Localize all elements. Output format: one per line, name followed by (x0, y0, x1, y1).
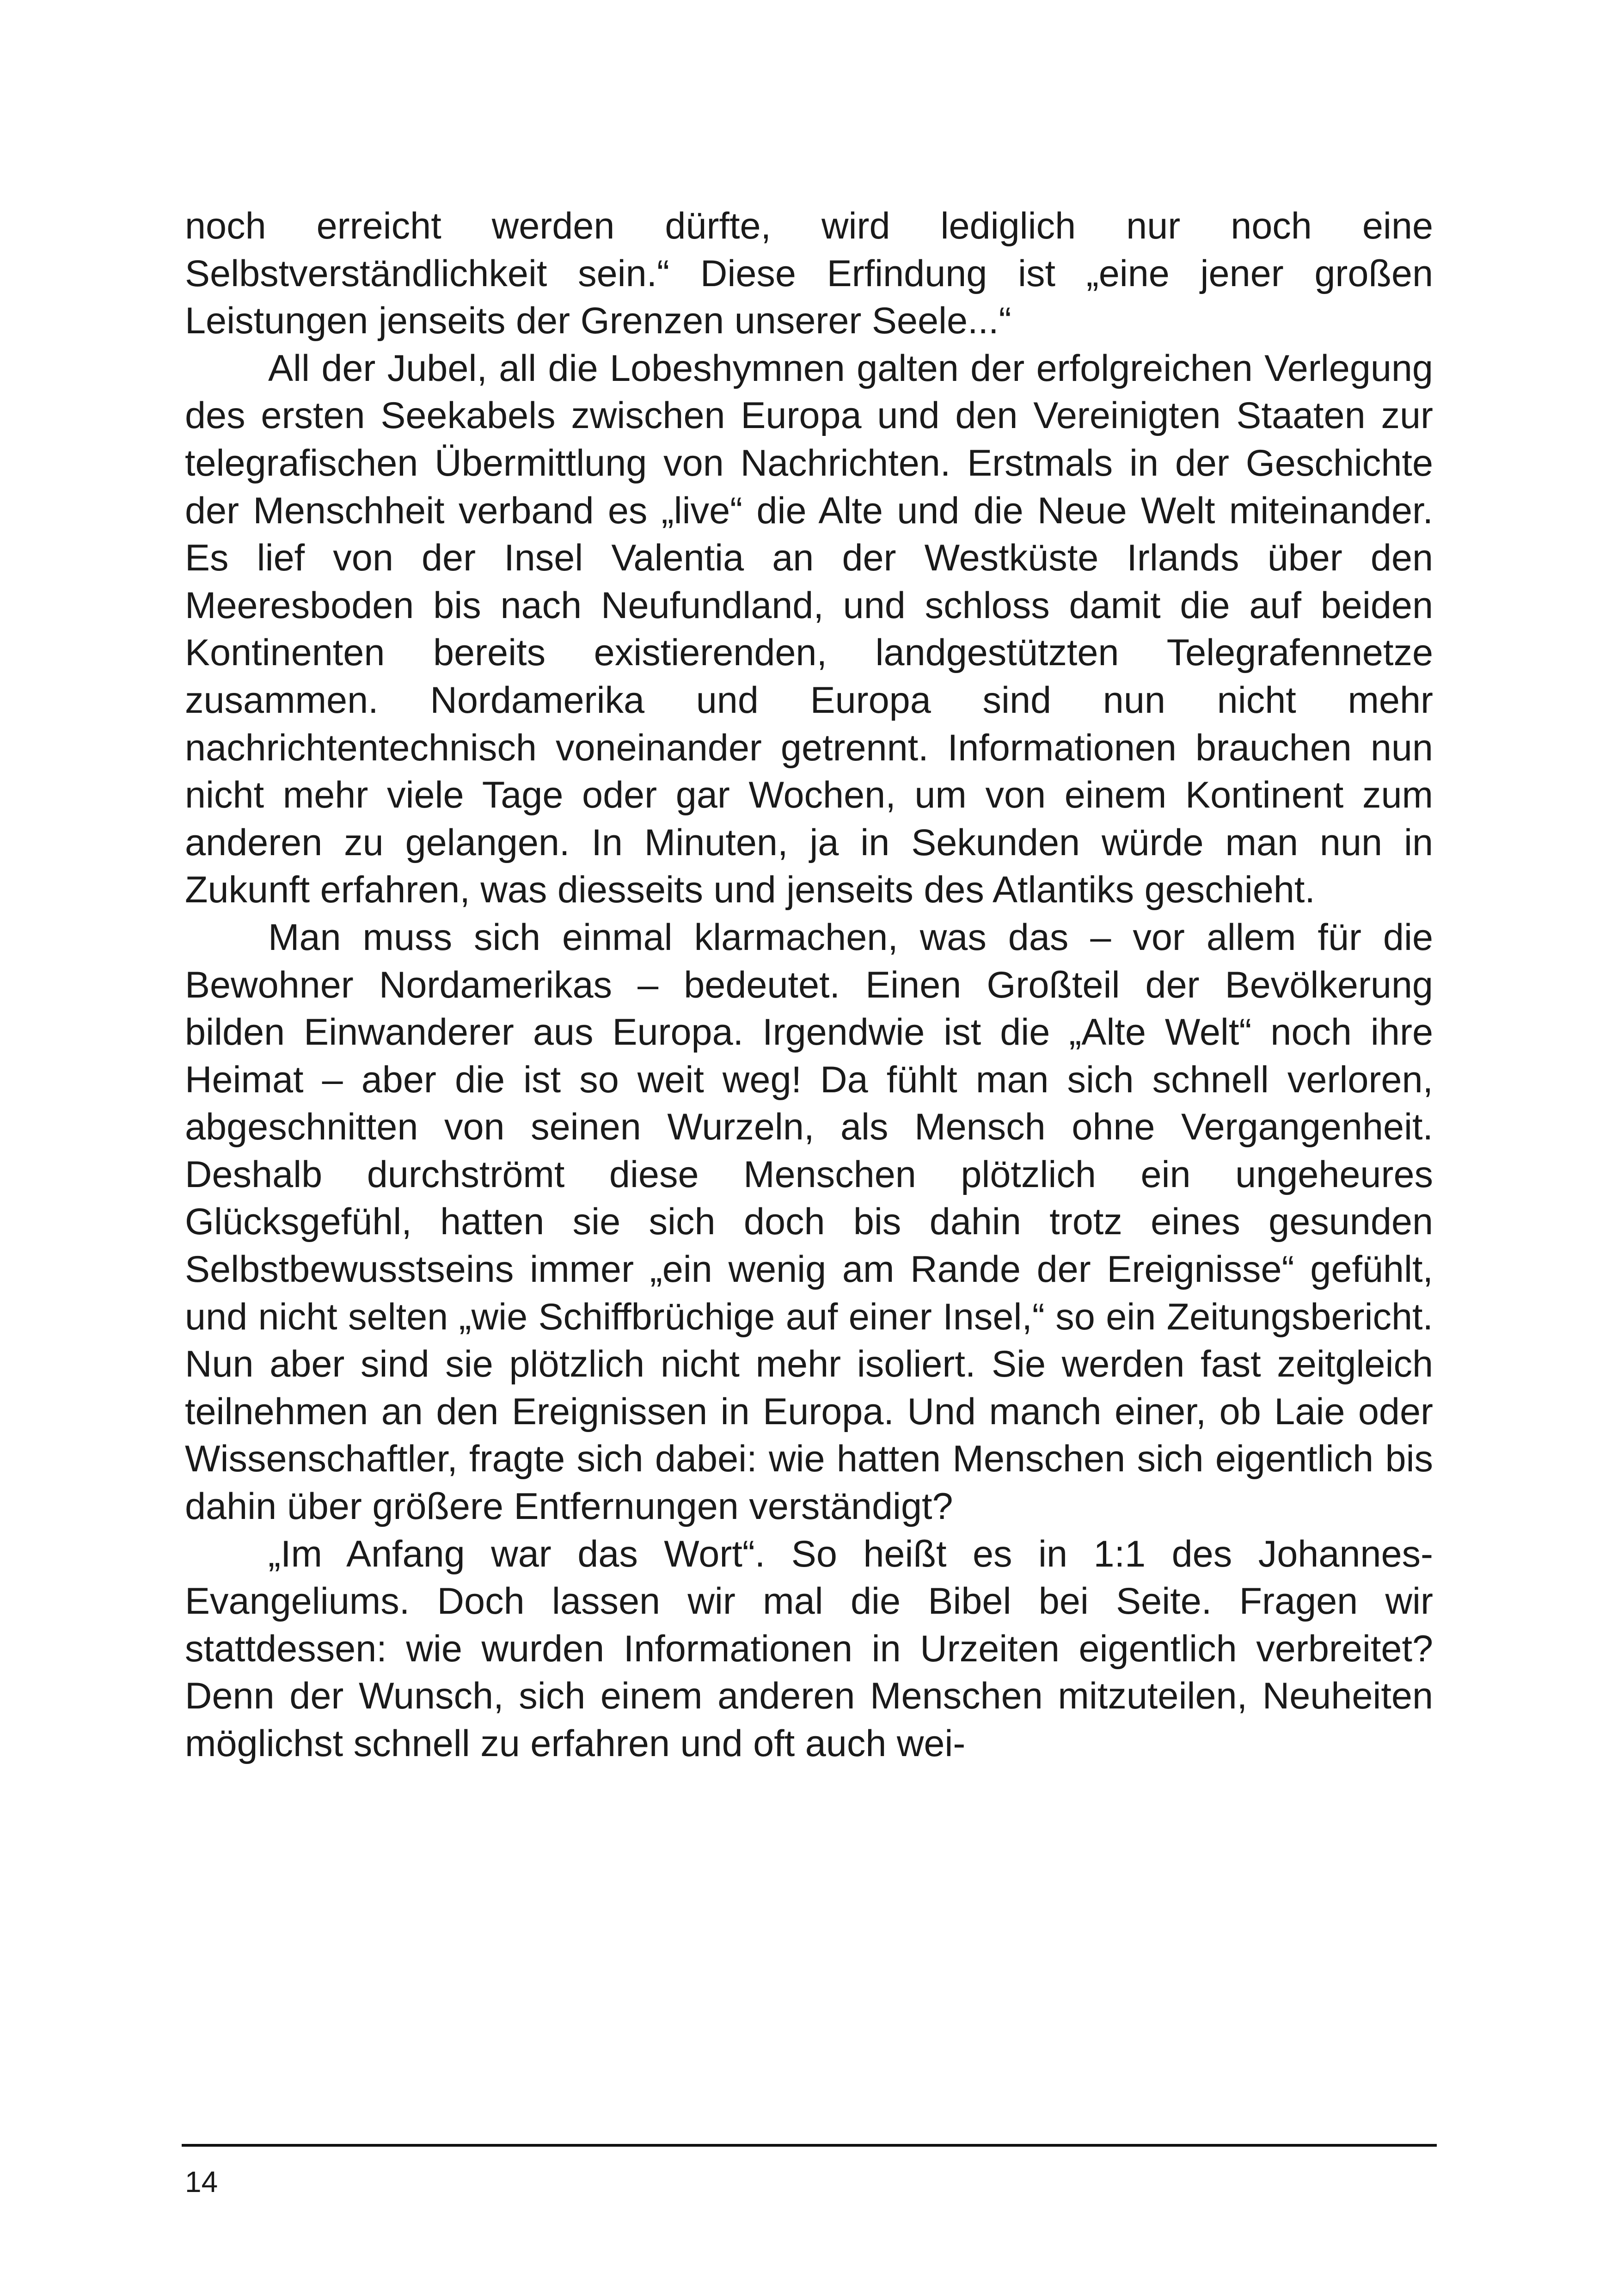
footer-rule (182, 2144, 1437, 2147)
paragraph-seekabel: All der Jubel, all die Lobeshymnen galten der erfolgreichen Verlegung des ersten Seekabels zwischen Europa und den Vereinigten Staaten zur telegrafischen Übermittlung von Nachrichten. Erstmals in der Geschichte der Menschheit verband es „live“ die Alte und die Neue Welt miteinander. Es lief von der Insel Valentia an der Westküste Irlands über den Meeresboden bis nach Neufundland, und schloss damit die auf beiden Kontinenten bereits existierenden, landgestützten Telegrafennetze zusammen. Nordamerika und Europa sind nun nicht mehr nachrichtentechnisch voneinander getrennt. Informationen brauchen nun nicht mehr viele Tage oder gar Wochen, um von einem Kontinent zum anderen zu gelangen. In Minuten, ja in Sekunden würde man nun in Zukunft erfahren, was diesseits und jenseits des Atlantiks geschieht. (185, 347, 1433, 911)
body-text (185, 202, 1433, 1768)
paragraph-im-anfang: „Im Anfang war das Wort“. So heißt es in 1:1 des Johannes-Evangeliums. Doch lassen wir mal die Bibel bei Seite. Fragen wir stattdessen: wie wurden Informationen in Urzeiten eigentlich verbreitet? Denn der Wunsch, sich einem anderen Menschen mitzuteilen, Neuheiten möglichst schnell zu erfahren und oft auch wei- (185, 1533, 1433, 1764)
paragraph-continuation: noch erreicht werden dürfte, wird lediglich nur noch eine Selbstverständlichkeit sein.“ Diese Erfindung ist „eine jener großen Leistungen jenseits der Grenzen unserer Seele...“ (185, 205, 1433, 342)
paragraph-nordamerika: Man muss sich einmal klarmachen, was das – vor allem für die Bewohner Nordamerikas – bedeutet. Einen Großteil der Bevölkerung bilden Einwanderer aus Europa. Irgendwie ist die „Alte Welt“ noch ihre Heimat – aber die ist so weit weg! Da fühlt man sich schnell verloren, abgeschnitten von seinen Wurzeln, als Mensch ohne Vergangenheit. Deshalb durchströmt diese Menschen plötzlich ein ungeheures Glücksgefühl, hatten sie sich doch bis dahin trotz eines gesunden Selbstbewusstseins immer „ein wenig am Rande der Ereignisse“ gefühlt, und nicht selten „wie Schiffbrüchige auf einer Insel,“ so ein Zeitungsbericht. Nun aber sind sie plötzlich nicht mehr isoliert. Sie werden fast zeitgleich teilnehmen an den Ereignissen in Europa. Und manch einer, ob Laie oder Wissenschaftler, fragte sich dabei: wie hatten Menschen sich eigentlich bis dahin über größere Entfernungen verständigt? (185, 916, 1433, 1528)
page-number: 14 (185, 2165, 218, 2198)
